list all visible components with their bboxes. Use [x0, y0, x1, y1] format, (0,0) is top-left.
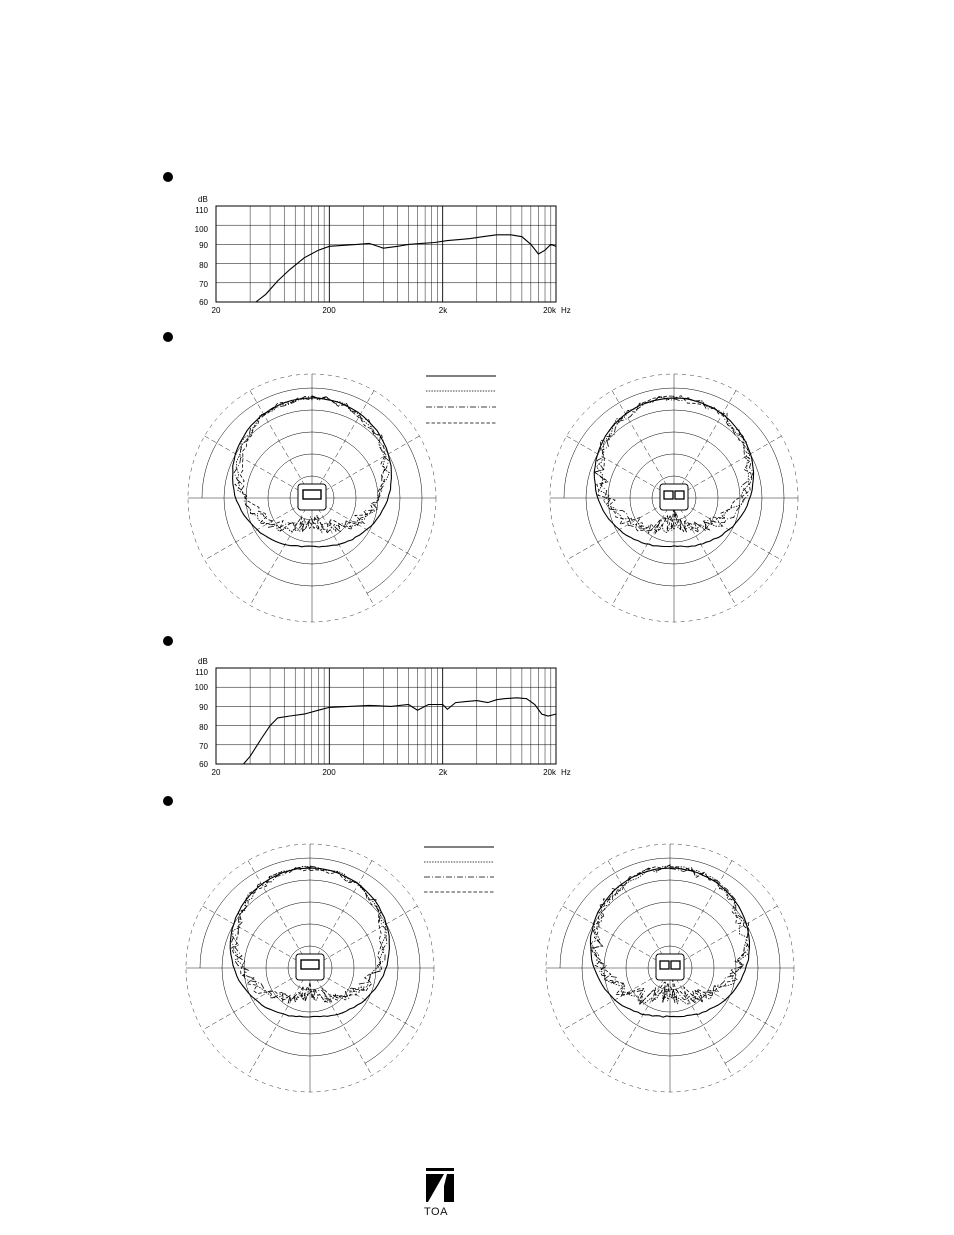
response-curve	[244, 698, 557, 764]
polar-curve	[592, 865, 750, 1004]
y-tick-label: 90	[199, 703, 208, 712]
y-tick-label: 110	[195, 668, 208, 677]
section-bullet-4	[163, 796, 173, 806]
polar-legend-1	[424, 368, 502, 428]
x-unit-label: Hz	[561, 768, 571, 777]
chart-grid	[216, 668, 556, 764]
speaker-icon	[296, 954, 324, 980]
speaker-driver	[664, 491, 673, 499]
polar-legend-2	[422, 838, 500, 898]
x-tick-label: 2k	[438, 306, 448, 315]
y-tick-label: 100	[194, 225, 208, 234]
y-tick-label: 80	[199, 723, 208, 732]
y-tick-label: 60	[199, 298, 208, 307]
y-tick-label: 60	[199, 760, 208, 769]
polar-pattern-2a	[184, 842, 436, 1094]
x-tick-label: 20k	[543, 306, 556, 315]
polar-curve	[231, 866, 387, 1003]
polar-curve	[231, 868, 382, 1003]
x-tick-label: 200	[322, 306, 336, 315]
toa-logo	[420, 1166, 460, 1226]
section-bullet-3	[163, 636, 173, 646]
x-tick-label: 20k	[543, 768, 556, 777]
speaker-driver	[303, 490, 321, 499]
chart-frame	[216, 668, 556, 764]
section-bullet-2	[163, 332, 173, 342]
speaker-driver	[671, 961, 680, 969]
y-tick-label: 80	[199, 261, 208, 270]
speaker-icon	[656, 954, 684, 980]
polar-pattern-1a	[186, 372, 438, 624]
x-unit-label: Hz	[561, 306, 571, 315]
x-tick-label: 2k	[438, 768, 448, 777]
chart-frame	[216, 206, 556, 302]
polar-pattern-1b	[548, 372, 800, 624]
polar-curve	[591, 866, 747, 1004]
speaker-driver	[675, 491, 684, 499]
speaker-icon	[298, 484, 326, 510]
speaker-driver	[301, 960, 319, 969]
y-tick-label: 110	[195, 206, 208, 215]
chart-grid	[216, 206, 556, 302]
y-tick-label: 70	[199, 742, 208, 751]
x-tick-label: 200	[322, 768, 336, 777]
polar-pattern-2b	[544, 842, 796, 1094]
toa-logo-icon	[420, 1166, 460, 1206]
speaker-icon	[660, 484, 688, 510]
section-bullet-1	[163, 172, 173, 182]
y-unit-label: dB	[198, 657, 208, 666]
y-tick-label: 90	[199, 241, 208, 250]
y-unit-label: dB	[198, 195, 208, 204]
speaker-driver	[660, 961, 669, 969]
y-tick-label: 70	[199, 280, 208, 289]
x-tick-label: 20	[211, 768, 221, 777]
x-tick-label: 20	[211, 306, 221, 315]
polar-curve	[234, 396, 389, 533]
frequency-response-chart-2	[190, 654, 590, 784]
frequency-response-chart-1	[190, 192, 590, 322]
y-tick-label: 100	[194, 683, 208, 692]
polar-curve	[595, 396, 752, 534]
brand-text: TOA	[424, 1206, 448, 1218]
